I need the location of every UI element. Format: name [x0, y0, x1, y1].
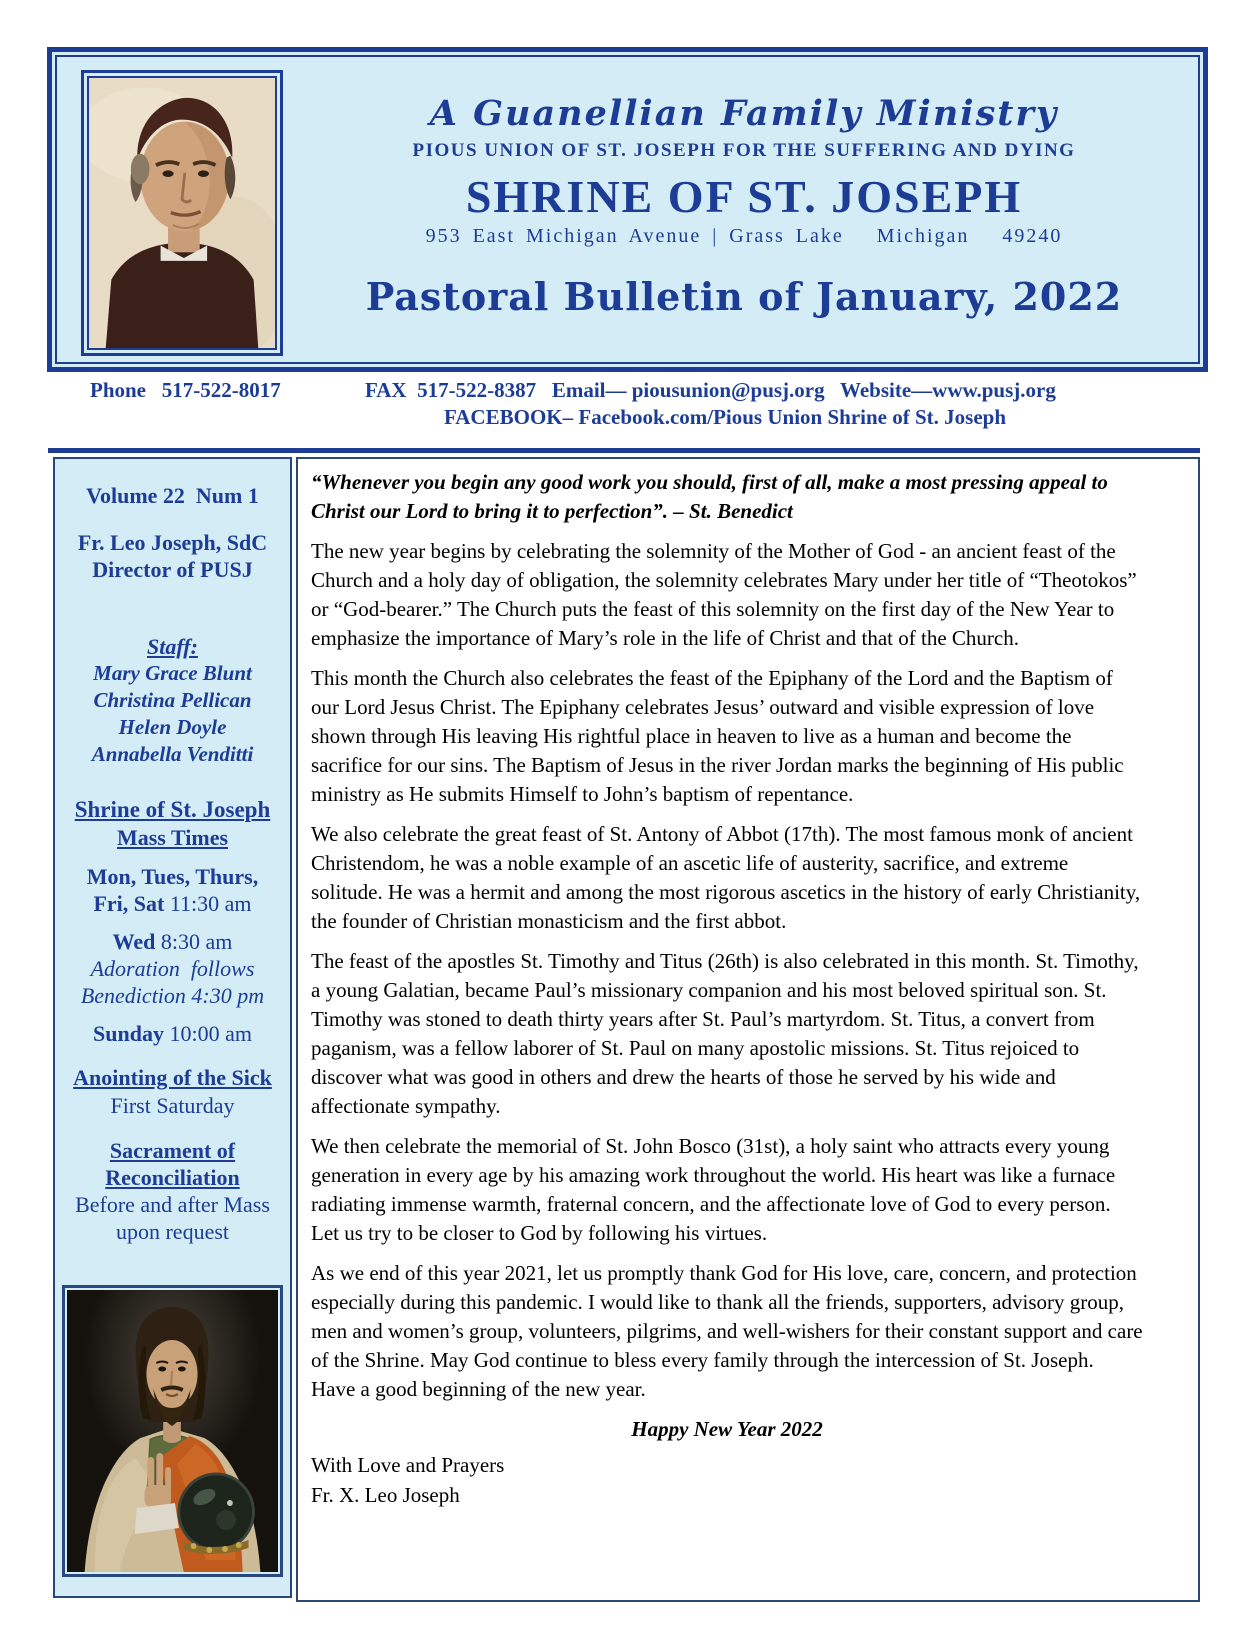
staff-member: Helen Doyle: [118, 715, 227, 739]
anointing-heading: Anointing of the Sick: [73, 1065, 272, 1090]
adoration-line: Adoration follows: [90, 956, 255, 981]
staff-heading: Staff:: [147, 634, 198, 659]
facebook-line: FACEBOOK– Facebook.com/Pious Union Shrine of St. Joseph: [444, 405, 1006, 429]
mass-days-row2: Fri, Sat 11:30 am: [93, 891, 252, 916]
paragraph-john-bosco: We then celebrate the memorial of St. John Bosco (31st), a holy saint who attracts every young generation in every age by his amazing work throughout the world. His heart was like a furnace radiating immense warmth, fraternal concern, and the affectionate love of God to every person. Let us try to be closer to God by following his virtues.: [311, 1134, 1116, 1245]
staff-member: Mary Grace Blunt: [93, 661, 252, 685]
reconciliation-detail-line2: upon request: [115, 1219, 230, 1244]
mass-sunday: Sunday 10:00 am: [93, 1021, 252, 1046]
paragraph-st-antony: We also celebrate the great feast of St. Antony of Abbot (17th). The most famous monk of ancient Christendom, he was a noble example of an ascetic life of austerity, sacrifice, and extreme solitude. He was a hermit and among the most rigorous ascetics in the history of early Christianity, the founder of Christian monasticism and the first abbot.: [311, 822, 1141, 933]
main-article: [296, 457, 1200, 1602]
reconciliation-heading-line2: Reconciliation: [105, 1165, 240, 1190]
bulletin-title: Pastoral Bulletin of January, 2022: [365, 274, 1123, 319]
founder-portrait-image: [87, 76, 277, 350]
header-inner-border: [55, 55, 1200, 364]
contact-strip: [0, 376, 1255, 436]
header-box: [47, 47, 1208, 372]
volume-number: Volume 22 Num 1: [86, 483, 259, 508]
founder-portrait-frame: [81, 70, 283, 356]
happy-new-year-line: Happy New Year 2022: [631, 1417, 823, 1441]
ministry-line: A Guanellian Family Ministry: [429, 93, 1059, 134]
reconciliation-heading-line1: Sacrament of: [109, 1138, 236, 1163]
signature-line: Fr. X. Leo Joseph: [311, 1483, 460, 1507]
benediction-line: Benediction 4:30 pm: [80, 983, 265, 1008]
director-title: Director of PUSJ: [92, 557, 253, 582]
christ-with-orb-image: [67, 1290, 278, 1572]
mass-days-row1: Mon, Tues, Thurs,: [86, 864, 259, 889]
christ-image-frame: [62, 1285, 283, 1577]
fax-email-website-line: FAX 517-522-8387 Email— piousunion@pusj.org Website—www.pusj.org: [365, 378, 1056, 402]
shrine-heading: Shrine of St. Joseph: [74, 797, 271, 822]
closing-line: With Love and Prayers: [311, 1453, 505, 1477]
paragraph-year-end-thanks: As we end of this year 2021, let us promptly thank God for His love, care, concern, and protection especially during this pandemic. I would like to thank all the friends, supporters, advisory group, men and women’s group, volunteers, pilgrims, and well-wishers for their constant support and care of the Shrine. May God continue to bless every family through the intercession of St. Joseph. Have a good beginning of the new year.: [311, 1261, 1143, 1401]
address-line: 953 East Michigan Avenue | Grass Lake Michigan 49240: [425, 225, 1063, 247]
sidebar: [53, 457, 292, 1598]
staff-member: Christina Pellican: [93, 688, 252, 712]
mass-wednesday: Wed 8:30 am: [112, 929, 233, 954]
mass-time-row2: 11:30 am: [169, 891, 252, 916]
paragraph-mother-of-god: The new year begins by celebrating the solemnity of the Mother of God - an ancient feast of the Church and a holy day of obligation, the solemnity celebrates Mary under her title of “Theotokos” or “God-bearer.” The Church puts the feast of this solemnity on the first day of the New Year to emphasize the importance of Mary’s role in the life of Christ and that of the Church.: [311, 539, 1137, 650]
mass-wed-time: 8:30 am: [160, 929, 233, 954]
mass-sunday-time: 10:00 am: [169, 1021, 252, 1046]
header-divider-rule: [48, 448, 1200, 453]
phone-number: Phone 517-522-8017: [90, 378, 281, 402]
paragraph-epiphany-baptism: This month the Church also celebrates the feast of the Epiphany of the Lord and the Baptism of our Lord Jesus Christ. The Epiphany celebrates Jesus’ outward and visible expression of love shown through His leaving His rightful place in heaven to live as a human and become the sacrifice for our sins. The Baptism of Jesus in the river Jordan marks the beginning of His public ministry as He submits Himself to John’s baptism of repentance.: [311, 666, 1124, 806]
shrine-title: SHRINE OF ST. JOSEPH: [465, 171, 1023, 222]
header-text-block: [302, 57, 1186, 319]
mass-times-heading: Mass Times: [116, 825, 229, 850]
organization-line: PIOUS UNION OF ST. JOSEPH FOR THE SUFFERING AND DYING: [412, 140, 1076, 161]
director-name: Fr. Leo Joseph, SdC: [77, 530, 268, 555]
reconciliation-detail-line1: Before and after Mass: [75, 1192, 270, 1217]
staff-member: Annabella Venditti: [91, 742, 254, 766]
paragraph-timothy-titus: The feast of the apostles St. Timothy and Titus (26th) is also celebrated in this month. St. Timothy, a young Galatian, became Paul’s missionary companion and his most beloved spiritual son. St. Timothy was stoned to death thirty years after St. Paul’s martyrdom. St. Titus, a convert from paganism, was a fellow laborer of St. Paul on many apostolic missions. St. Titus rejoiced to discover what was good in others and drew the hearts of those he served by his wide and affectionate sympathy.: [311, 949, 1139, 1118]
anointing-detail: First Saturday: [110, 1093, 235, 1118]
benedict-quote: “Whenever you begin any good work you should, first of all, make a most pressing appeal to Christ our Lord to bring it to perfection”. – St. Benedict: [311, 470, 1108, 523]
